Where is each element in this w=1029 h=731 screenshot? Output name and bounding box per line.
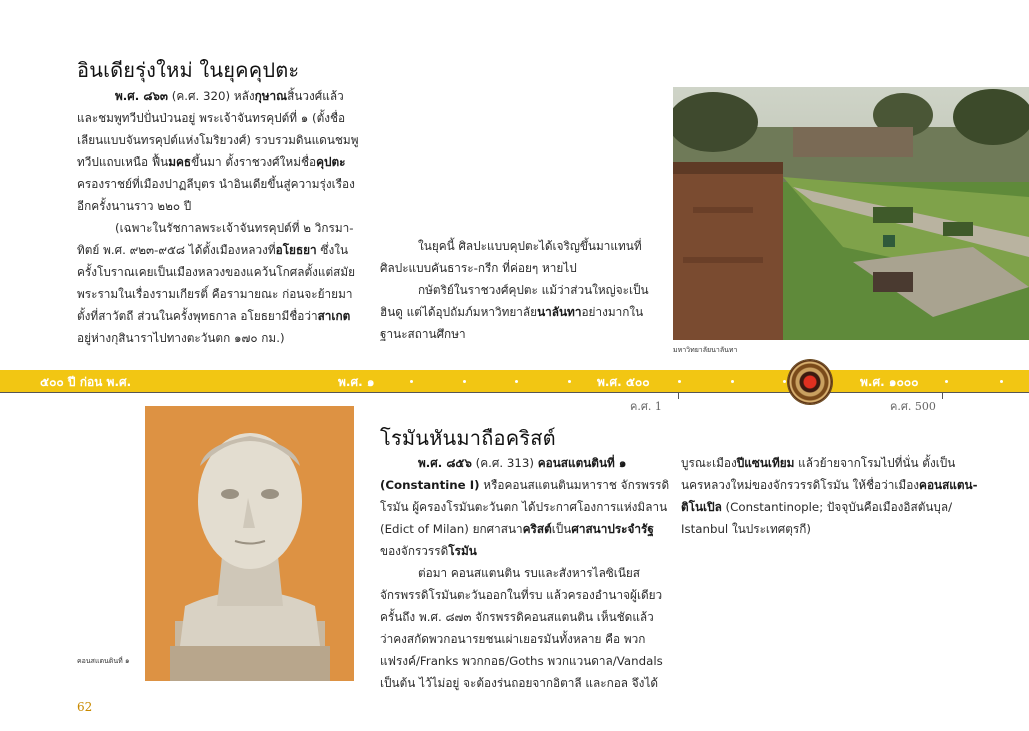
text-line <box>77 129 367 151</box>
timeline-ce-label-1: ค.ศ. 1 <box>630 400 662 413</box>
text-line <box>380 323 670 345</box>
bold-run: คอนสแตนตินที่ ๑ <box>537 456 627 470</box>
text-run: (เฉพาะในรัชกาลพระเจ้าจันทรคุปต์ที่ ๒ วิกรมา- <box>115 221 354 235</box>
page-number: 62 <box>77 700 93 714</box>
text-run: อยู่ห่างกุสินาราไปทางตะวันตก ๑๗๐ กม.) <box>77 331 285 345</box>
text-run: (ค.ศ. 313) <box>471 456 538 470</box>
text-run: เป็น <box>551 522 572 536</box>
text-run: เลียนแบบจันทรคุปต์แห่งโมริยวงศ์) รวบรวมดินแดนชมพู <box>77 133 359 147</box>
bold-run: (Constantine I) <box>380 478 480 492</box>
text-line <box>77 107 367 129</box>
text-run: หรือคอนสแตนตินมหาราช จักรพรรดิ <box>479 478 670 492</box>
text-run: (ค.ศ. 320) หลัง <box>168 89 255 103</box>
text-run: ต่อมา คอนสแตนติน รบและสังหารไลซิเนียส <box>418 566 641 580</box>
bold-run: ปีแซนเทียม <box>736 456 795 470</box>
text-line <box>380 235 670 257</box>
text-line <box>77 327 367 349</box>
constantine-caption: คอนสแตนตินที่ ๑ <box>77 657 130 665</box>
text-run: อีกครั้งนานราว ๒๒๐ ปี <box>77 199 192 213</box>
text-run: ในยุคนี้ ศิลปะแบบคุปตะได้เจริญขึ้นมาแทนที่ <box>418 239 642 253</box>
text-line <box>380 257 670 279</box>
text-run: ตั้งที่สาวัตถี ส่วนในครั้งพุทธกาล อโยธยามีชื่อว่า <box>77 309 318 323</box>
timeline-axis <box>0 392 1029 393</box>
bold-run: อโยธยา <box>275 243 317 257</box>
bold-run: พ.ศ. ๘๕๖ <box>418 456 472 470</box>
bold-run: คุปตะ <box>316 155 346 169</box>
timeline-tick-ce500 <box>942 392 943 399</box>
text-run: อย่างมากใน <box>581 305 644 319</box>
text-run: ขึ้นมา ตั้งราชวงศ์ใหม่ชื่อ <box>191 155 317 169</box>
text-run: กษัตริย์ในราชวงศ์คุปตะ แม้ว่าส่วนใหญ่จะเป็น <box>418 283 649 297</box>
bold-run: คอนสแตน- <box>919 478 978 492</box>
text-line <box>77 305 367 327</box>
timeline-ce-label-500: ค.ศ. 500 <box>890 400 936 413</box>
timeline-dot <box>731 380 734 383</box>
constantine-bust-photo <box>145 406 354 681</box>
text-line <box>77 85 367 107</box>
text-line <box>380 518 670 540</box>
text-run: ซึ่งใน <box>316 243 349 257</box>
text-line <box>380 584 670 606</box>
text-line <box>380 628 670 650</box>
text-run: ของจักรวรรดิ <box>380 544 449 558</box>
bold-run: ติโนเปิล <box>681 500 722 514</box>
timeline-dot <box>515 380 518 383</box>
text-line <box>77 195 367 217</box>
text-run: ฐานะสถานศึกษา <box>380 327 466 341</box>
text-run: สิ้นวงศ์แล้ว <box>287 89 344 103</box>
nalanda-photo <box>673 87 1029 340</box>
gupta-text-col2 <box>380 235 670 345</box>
timeline-tick-ce1 <box>678 392 679 399</box>
text-run: (Constantinople; ปัจจุบันคือเมืองอิสตันบุล/ <box>721 500 953 514</box>
text-run: โรมัน ผู้ครองโรมันตะวันตก ได้ประกาศโองการแห่งมิลาน <box>380 500 668 514</box>
bold-run: โรมัน <box>448 544 477 558</box>
text-line <box>380 562 670 584</box>
text-run: (Edict of Milan) ยกศาสนา <box>380 522 523 536</box>
text-run: ครองราชย์ที่เมืองปาฏลีบุตร นำอินเดียขึ้นสู่ความรุ่งเรือง <box>77 177 355 191</box>
text-line <box>681 518 981 540</box>
rome-text-col1 <box>380 452 670 694</box>
bold-run: สาเกต <box>317 309 351 323</box>
constantine-bust-drawing <box>145 406 354 681</box>
text-line <box>77 173 367 195</box>
text-run: ครั้งโบราณเคยเป็นเมืองหลวงของแคว้นโกศลตั้งแต่สมัย <box>77 265 356 279</box>
text-line <box>380 301 670 323</box>
text-run: ฮินดู แต่ได้อุปถัมภ์มหาวิทยาลัย <box>380 305 538 319</box>
text-run: ครั้นถึง พ.ศ. ๘๗๓ จักรพรรดิคอนสแตนติน เห็นชัดแล้ว <box>380 610 654 624</box>
text-line <box>77 239 367 261</box>
text-line <box>380 672 670 694</box>
bold-run: นาลันทา <box>537 305 582 319</box>
bold-run: กุษาณ <box>254 89 288 103</box>
bold-run: ศาสนาประจำรัฐ <box>571 522 654 536</box>
text-run: แฟรงค์/Franks พวกกอธ/Goths พวกแวนดาล/Vandals <box>380 654 663 668</box>
text-line <box>77 283 367 305</box>
text-line <box>77 151 367 173</box>
nalanda-photo-drawing <box>673 87 1029 340</box>
text-run: บูรณะเมือง <box>681 456 737 470</box>
text-line <box>380 540 670 562</box>
text-run: นครหลวงใหม่ของจักรวรรดิโรมัน ให้ชื่อว่าเมือง <box>681 478 920 492</box>
timeline-label-500bbe: ๕๐๐ ปี ก่อน พ.ศ. <box>40 375 132 389</box>
timeline-dot <box>1000 380 1003 383</box>
text-line <box>380 496 670 518</box>
text-run: เป็นต้น ไว้ไม่อยู่ จะต้องร่นถอยจากอิตาลี และกอล จึงได้ <box>380 676 659 690</box>
timeline-dot <box>463 380 466 383</box>
timeline-medallion-icon <box>788 360 832 404</box>
text-line <box>380 606 670 628</box>
text-run: Istanbul ในประเทศตุรกี) <box>681 522 811 536</box>
timeline-label-be1000: พ.ศ. ๑๐๐๐ <box>860 375 919 389</box>
text-line <box>681 496 981 518</box>
rome-text-col2 <box>681 452 981 540</box>
nalanda-caption: มหาวิทยาลัยนาลันทา <box>673 346 738 354</box>
bold-run: พ.ศ. ๘๖๓ <box>115 89 168 103</box>
text-run: พระรามในเรื่องรามเกียรติ์ คือรามายณะ ก่อนจะย้ายมา <box>77 287 353 301</box>
timeline-label-be500: พ.ศ. ๕๐๐ <box>597 375 650 389</box>
text-run: และชมพูทวีปปั่นป่วนอยู่ พระเจ้าจันทรคุปต์ที่ ๑ (ตั้งชื่อ <box>77 111 346 125</box>
timeline-dot <box>783 380 786 383</box>
bold-run: คริสต์ <box>522 522 552 536</box>
gupta-text-col1 <box>77 85 367 349</box>
text-line <box>681 474 981 496</box>
section-title-gupta: อินเดียรุ่งใหม่ ในยุคคุปตะ <box>77 58 300 82</box>
text-run: ว่าคงสกัดพวกอนารยชนเผ่าเยอรมันทั้งหลาย คือ พวก <box>380 632 646 646</box>
timeline-dot <box>410 380 413 383</box>
section-title-rome: โรมันหันมาถือคริสต์ <box>380 426 556 450</box>
text-run: ทวีปแถบเหนือ ฟื้น <box>77 155 169 169</box>
text-line <box>380 650 670 672</box>
text-run: จักรพรรดิโรมันตะวันออกในที่รบ แล้วครองอำนาจผู้เดียว <box>380 588 663 602</box>
text-line <box>681 452 981 474</box>
text-run: ทิตย์ พ.ศ. ๙๒๓-๙๕๘ ได้ตั้งเมืองหลวงที่ <box>77 243 276 257</box>
text-line <box>380 452 670 474</box>
text-line <box>380 474 670 496</box>
text-run: แล้วย้ายจากโรมไปที่นั่น ตั้งเป็น <box>794 456 956 470</box>
timeline-dot <box>568 380 571 383</box>
timeline-label-be1: พ.ศ. ๑ <box>338 375 375 389</box>
text-line <box>380 279 670 301</box>
bold-run: มคธ <box>168 155 192 169</box>
timeline-dot <box>945 380 948 383</box>
text-line <box>77 217 367 239</box>
timeline-dot <box>678 380 681 383</box>
text-line <box>77 261 367 283</box>
text-run: ศิลปะแบบคันธาระ-กรีก ที่ค่อยๆ หายไป <box>380 261 577 275</box>
